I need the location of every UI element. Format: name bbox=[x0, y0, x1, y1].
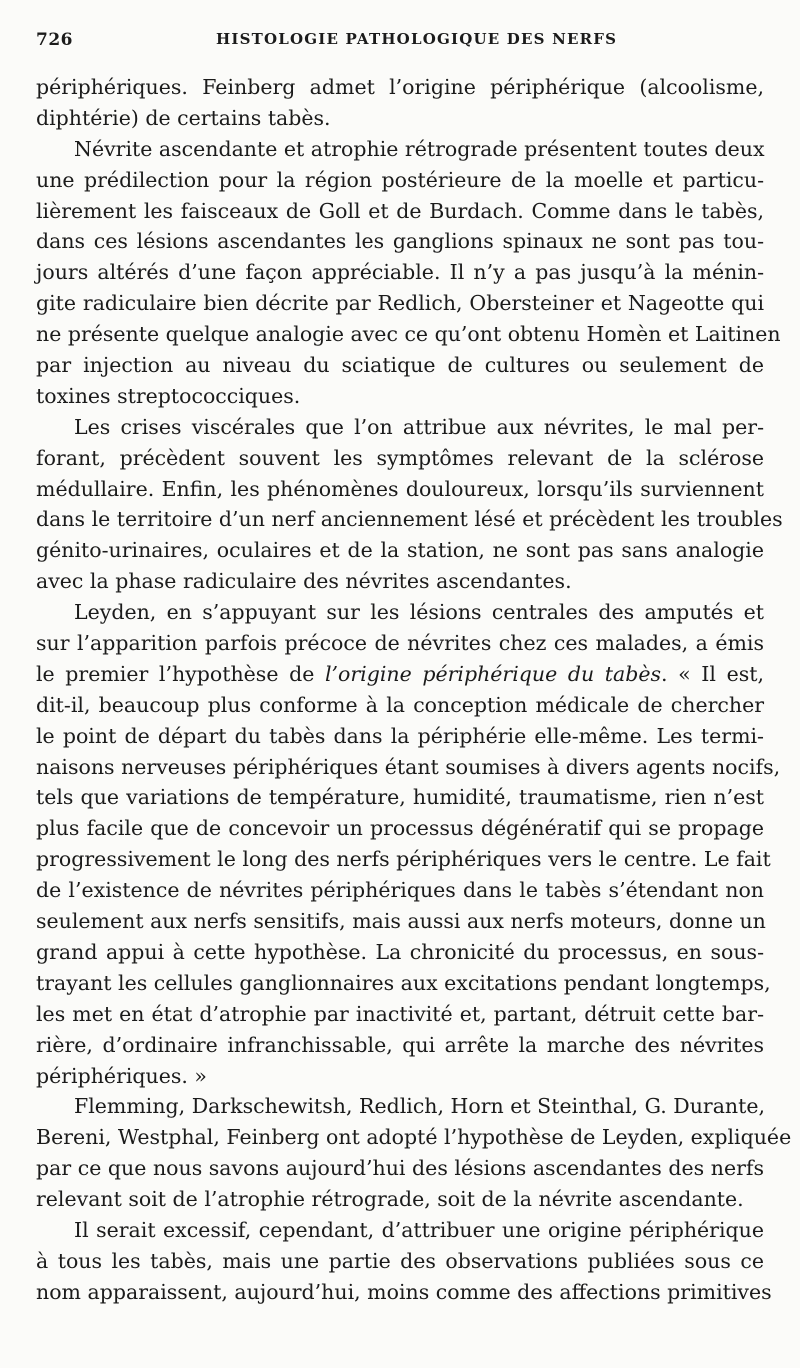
text-line: Les crises viscérales que l’on attribue aux névrites, le mal per- bbox=[74, 414, 764, 439]
text-line: toxines streptococciques. bbox=[36, 383, 301, 408]
text-line: médullaire. Enfin, les phénomènes douloureux, lorsqu’ils surviennent bbox=[36, 476, 764, 501]
text-line: par ce que nous savons aujourd’hui des lésions ascendantes des nerfs bbox=[36, 1156, 764, 1181]
text-line: périphériques. Feinberg admet l’origine périphérique (alcoolisme, bbox=[36, 75, 764, 99]
text-line: Leyden, en s’appuyant sur les lésions centrales des amputés et bbox=[74, 600, 764, 625]
text-line: sur l’apparition parfois précoce de névrites chez ces malades, a émis bbox=[36, 631, 764, 656]
text-line: progressivement le long des nerfs périphériques vers le centre. Le fait bbox=[36, 847, 771, 872]
text-line: Bereni, Westphal, Feinberg ont adopté l’hypothèse de Leyden, expliquée bbox=[36, 1125, 792, 1150]
text-line: relevant soit de l’atrophie rétrograde, soit de la névrite ascendante. bbox=[36, 1187, 744, 1212]
running-title: HISTOLOGIE PATHOLOGIQUE DES NERFS bbox=[216, 30, 618, 48]
text-line: dans le territoire d’un nerf anciennement lésé et précèdent les troubles bbox=[36, 507, 783, 532]
text-line: les met en état d’atrophie par inactivité et, partant, détruit cette bar- bbox=[36, 1001, 764, 1026]
text-line: lièrement les faisceaux de Goll et de Burdach. Comme dans le tabès, bbox=[36, 198, 764, 223]
text-line: à tous les tabès, mais une partie des observations publiées sous ce bbox=[36, 1248, 764, 1273]
text-line: le point de départ du tabès dans la périphérie elle-même. Les termi- bbox=[36, 723, 764, 748]
page-number: 726 bbox=[36, 30, 73, 50]
text-line: génito-urinaires, oculaires et de la station, ne sont pas sans analogie bbox=[36, 538, 764, 563]
text-line: dit-il, beaucoup plus conforme à la conception médicale de chercher bbox=[36, 692, 764, 717]
text-line: par injection au niveau du sciatique de cultures ou seulement de bbox=[36, 353, 764, 378]
text-line: Flemming, Darkschewitsh, Redlich, Horn et Steinthal, G. Durante, bbox=[74, 1094, 766, 1119]
text-line: forant, précèdent souvent les symptômes relevant de la sclérose bbox=[36, 445, 764, 470]
italic-text: l’origine périphérique du tabès bbox=[324, 661, 662, 686]
text-line: naisons nerveuses périphériques étant soumises à divers agents nocifs, bbox=[36, 754, 781, 779]
text-line: une prédilection pour la région postérieure de la moelle et particu- bbox=[36, 167, 764, 192]
text-line: ne présente quelque analogie avec ce qu’ont obtenu Homèn et Laitinen bbox=[36, 322, 781, 347]
text-line: seulement aux nerfs sensitifs, mais aussi aux nerfs moteurs, donne un bbox=[36, 909, 766, 934]
text-line: jours altérés d’une façon appréciable. Il n’y a pas jusqu’à la ménin- bbox=[36, 260, 764, 285]
text-line: grand appui à cette hypothèse. La chronicité du processus, en sous- bbox=[36, 939, 764, 964]
text-line: nom apparaissent, aujourd’hui, moins comme des affections primitives bbox=[36, 1279, 772, 1304]
body-text bbox=[36, 72, 792, 1308]
text-line: plus facile que de concevoir un processus dégénératif qui se propage bbox=[36, 816, 764, 841]
text-line: trayant les cellules ganglionnaires aux excitations pendant longtemps, bbox=[36, 970, 771, 995]
text-line: tels que variations de température, humidité, traumatisme, rien n’est bbox=[36, 785, 764, 810]
text-line: gite radiculaire bien décrite par Redlich, Obersteiner et Nageotte qui bbox=[36, 291, 764, 316]
text-line: le premier l’hypothèse de l’origine périphérique du tabès. « Il est, bbox=[36, 661, 764, 686]
text-line: rière, d’ordinaire infranchissable, qui arrête la marche des névrites bbox=[36, 1032, 764, 1057]
text-line: avec la phase radiculaire des névrites ascendantes. bbox=[36, 569, 572, 594]
running-head bbox=[36, 30, 766, 58]
text-line: périphériques. » bbox=[36, 1063, 207, 1088]
text-line: Névrite ascendante et atrophie rétrograde présentent toutes deux bbox=[74, 136, 765, 161]
text-line: de l’existence de névrites périphériques dans le tabès s’étendant non bbox=[36, 878, 764, 903]
text-line: diphtérie) de certains tabès. bbox=[36, 105, 331, 130]
text-line: dans ces lésions ascendantes les ganglions spinaux ne sont pas tou- bbox=[36, 229, 764, 254]
text-line: Il serait excessif, cependant, d’attribuer une origine périphérique bbox=[74, 1217, 764, 1242]
